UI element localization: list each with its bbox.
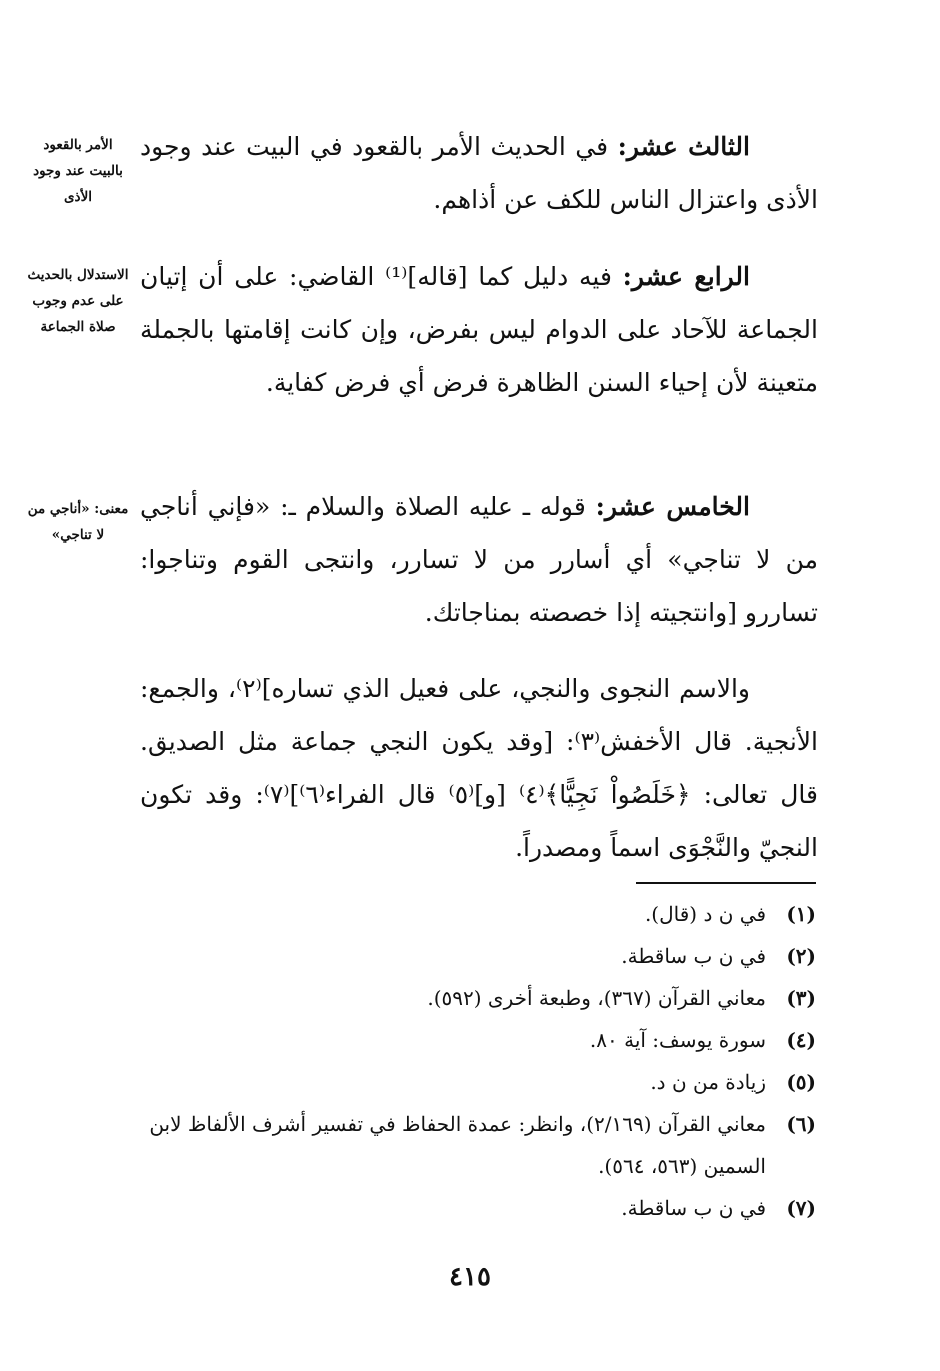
footnote-text: في ن د (قال).	[644, 902, 766, 926]
paragraph-lead: الخامس عشر:	[595, 492, 750, 521]
paragraph-fifteenth	[140, 480, 818, 639]
paragraph-thirteenth	[140, 120, 818, 226]
footnote-number: (٣)	[786, 986, 816, 1010]
footnote-item	[140, 1061, 818, 1103]
footnote-item	[140, 1103, 818, 1187]
footnote-item	[140, 935, 818, 977]
footnote-text: زيادة من ن د.	[650, 1070, 766, 1094]
footnotes	[140, 893, 818, 1229]
footnote-number: (٤)	[786, 1028, 816, 1052]
footnote-number: (٥)	[786, 1070, 816, 1094]
footnote-text: سورة يوسف: آية ٨٠.	[589, 1028, 766, 1052]
footnote-text: في ن ب ساقطة.	[621, 944, 766, 968]
footnote-number: (٧)	[786, 1196, 816, 1220]
paragraph-najwa	[140, 662, 818, 874]
footnote-number: (٦)	[786, 1112, 816, 1136]
footnote-number: (١)	[786, 902, 816, 926]
paragraph-text: فيه دليل كما [قاله]⁽¹⁾ القاضي: على أن إتيان الجماعة للآحاد على الدوام ليس بفرض، وإن كانت إقامتها بالجملة متعينة لأن إحياء السنن الظاهرة فرض أي فرض كفاية.	[140, 262, 818, 397]
margin-note-congregation: الاستدلال بالحديث على عدم وجوب صلاة الجماعة	[27, 267, 129, 335]
footnote-item	[140, 977, 818, 1019]
footnote-text: في ن ب ساقطة.	[621, 1196, 766, 1220]
paragraph-text: والاسم النجوى والنجي، على فعيل الذي تساره]⁽٢⁾، والجمع: الأنجية. قال الأخفش⁽٣⁾: [وقد يكون النجي جماعة مثل الصديق. قال تعالى: ﴿خَلَصُواْ نَجِيًّا﴾⁽٤⁾ [و]⁽٥⁾ قال الفراء⁽٦⁾]⁽٧⁾: وقد تكون النجيّ والنَّجْوَى اسماً ومصدراً.	[140, 674, 818, 862]
margin-note-staying-home: الأمر بالقعود بالبيت عند وجود الأذى	[33, 137, 123, 205]
paragraph-lead: الرابع عشر:	[622, 262, 750, 291]
paragraph-text: قوله ـ عليه الصلاة والسلام ـ: «فإني أناجي من لا تناجي» أي أسارر من لا تسارر، وانتجى القوم وتناجوا: تساررو [وانتجيته إذا خصصته بمناجاتك.	[140, 492, 818, 627]
footnote-item	[140, 893, 818, 935]
paragraph-lead: الثالث عشر:	[617, 132, 750, 161]
footnote-number: (٢)	[786, 944, 816, 968]
footnote-item	[140, 1019, 818, 1061]
footnote-text: معاني القرآن (٢/١٦٩)، وانظر: عمدة الحفاظ في تفسير أشرف الألفاظ لابن السمين (٥٦٣، ٥٦٤).	[149, 1112, 766, 1178]
paragraph-text: في الحديث الأمر بالقعود في البيت عند وجود الأذى واعتزال الناس للكف عن أذاهم.	[140, 132, 818, 214]
paragraph-fourteenth	[140, 250, 818, 409]
margin-note-whisper-meaning: معنى: «أناجي من لا تناجي»	[27, 501, 129, 543]
page-number: ٤١٥	[449, 1262, 491, 1292]
footnote-separator	[636, 882, 816, 884]
footnote-text: معاني القرآن (٣٦٧)، وطبعة أخرى (٥٩٢).	[427, 986, 766, 1010]
footnote-item	[140, 1187, 818, 1229]
